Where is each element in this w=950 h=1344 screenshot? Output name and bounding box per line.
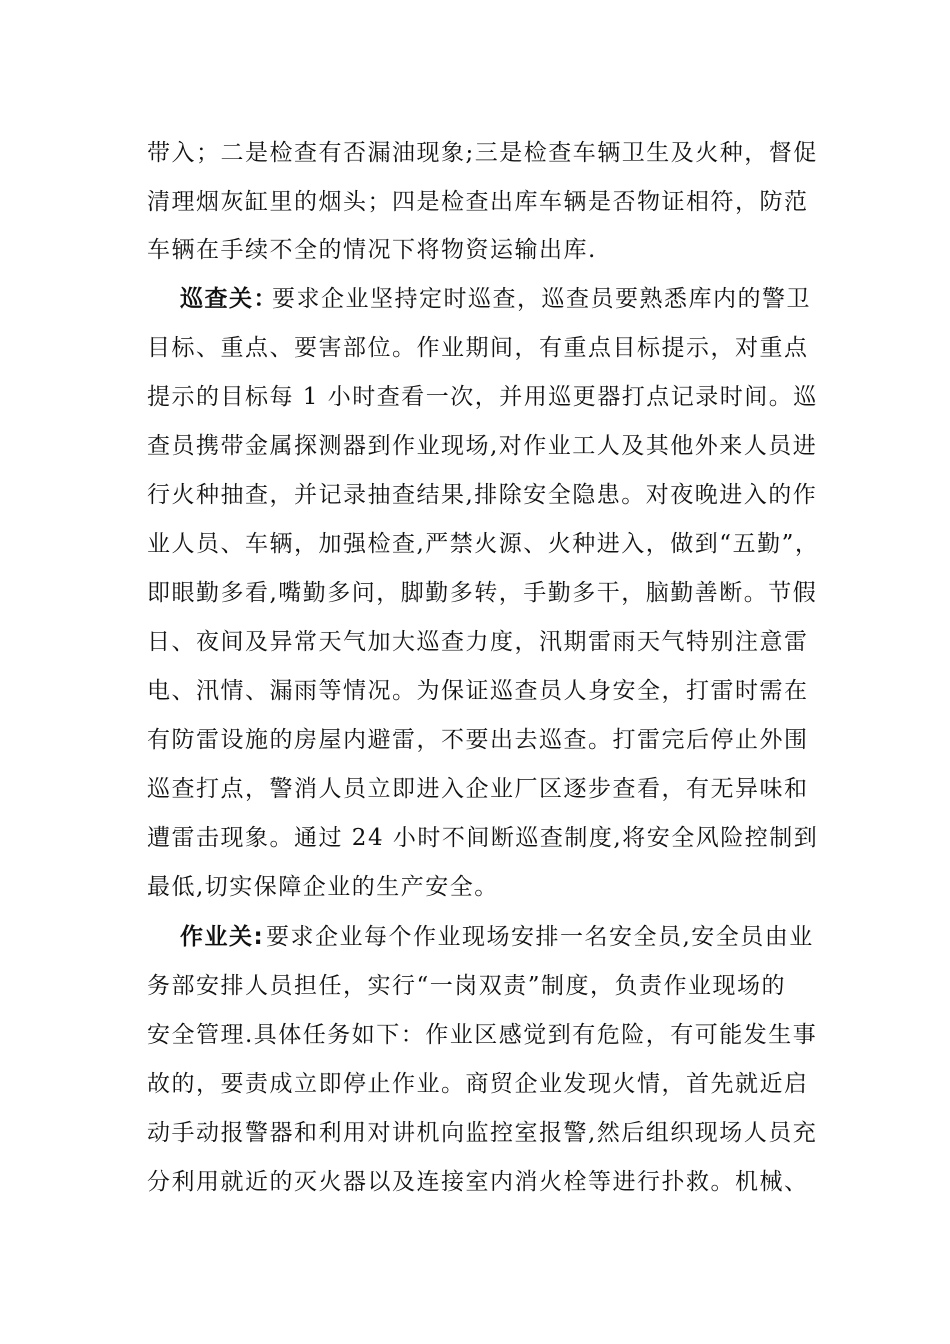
line-text: 要求企业坚持定时巡查，巡查员要熟悉库内的警卫 — [272, 286, 811, 312]
text-line — [0, 426, 950, 466]
line-text: 查员携带金属探测器到作业现场,对作业工人及其他外来人员进 — [147, 433, 818, 459]
line-text: 车辆在手续不全的情况下将物资运输出库. — [147, 237, 597, 263]
line-text: 提示的目标每 1 小时查看一次，并用巡更器打点记录时间。巡 — [147, 384, 818, 410]
line-text: 安全管理.具体任务如下：作业区感觉到有危险，有可能发生事 — [147, 1022, 818, 1048]
text-line — [0, 475, 950, 515]
text-line — [0, 1064, 950, 1104]
line-text: 分利用就近的灭火器以及连接室内消火栓等进行扑救。机械、 — [147, 1169, 809, 1195]
text-line — [0, 622, 950, 662]
section-heading-patrol: 巡查关： — [180, 286, 278, 312]
line-text: 动手动报警器和利用对讲机向监控室报警,然后组织现场人员充 — [147, 1120, 818, 1146]
text-line — [0, 867, 950, 907]
text-line — [0, 573, 950, 613]
line-text: 即眼勤多看,嘴勤多问，脚勤多转，手勤多干，脑勤善断。节假 — [147, 580, 818, 606]
text-line — [0, 818, 950, 858]
text-line — [0, 917, 950, 957]
text-line — [0, 182, 950, 222]
text-line — [0, 133, 950, 173]
line-text: 带入；二是检查有否漏油现象;三是检查车辆卫生及火种，督促 — [147, 140, 818, 166]
text-line — [0, 328, 950, 368]
text-line — [0, 966, 950, 1006]
line-text: 要求企业每个作业现场安排一名安全员,安全员由业 — [266, 924, 814, 950]
line-text: 业人员、车辆，加强检查,严禁火源、火种进入，做到“五勤”， — [147, 531, 820, 557]
line-text: 最低,切实保障企业的生产安全。 — [147, 874, 499, 900]
line-text: 务部安排人员担任，实行“一岗双责”制度，负责作业现场的 — [147, 973, 787, 999]
text-line — [0, 1015, 950, 1055]
line-text: 目标、重点、要害部位。作业期间，有重点目标提示，对重点 — [147, 335, 809, 361]
line-text: 清理烟灰缸里的烟头；四是检查出库车辆是否物证相符，防范 — [147, 189, 809, 215]
line-text: 巡查打点，警消人员立即进入企业厂区逐步查看，有无异味和 — [147, 776, 809, 802]
text-line — [0, 377, 950, 417]
section-heading-operation: 作业关: — [180, 924, 265, 950]
text-line — [0, 671, 950, 711]
text-line — [0, 1162, 950, 1202]
text-line — [0, 279, 950, 319]
text-line — [0, 769, 950, 809]
line-text: 遭雷击现象。通过 24 小时不间断巡查制度,将安全风险控制到 — [147, 825, 819, 851]
line-text: 有防雷设施的房屋内避雷，不要出去巡查。打雷完后停止外围 — [147, 727, 809, 753]
line-text: 日、夜间及异常天气加大巡查力度，汛期雷雨天气特别注意雷 — [147, 629, 809, 655]
text-line — [0, 524, 950, 564]
line-text: 故的，要责成立即停止作业。商贸企业发现火情，首先就近启 — [147, 1071, 809, 1097]
text-line — [0, 230, 950, 270]
text-line — [0, 1113, 950, 1153]
line-text: 电、汛情、漏雨等情况。为保证巡查员人身安全，打雷时需在 — [147, 678, 809, 704]
line-text: 行火种抽查，并记录抽查结果,排除安全隐患。对夜晚进入的作 — [147, 482, 818, 508]
text-line — [0, 720, 950, 760]
